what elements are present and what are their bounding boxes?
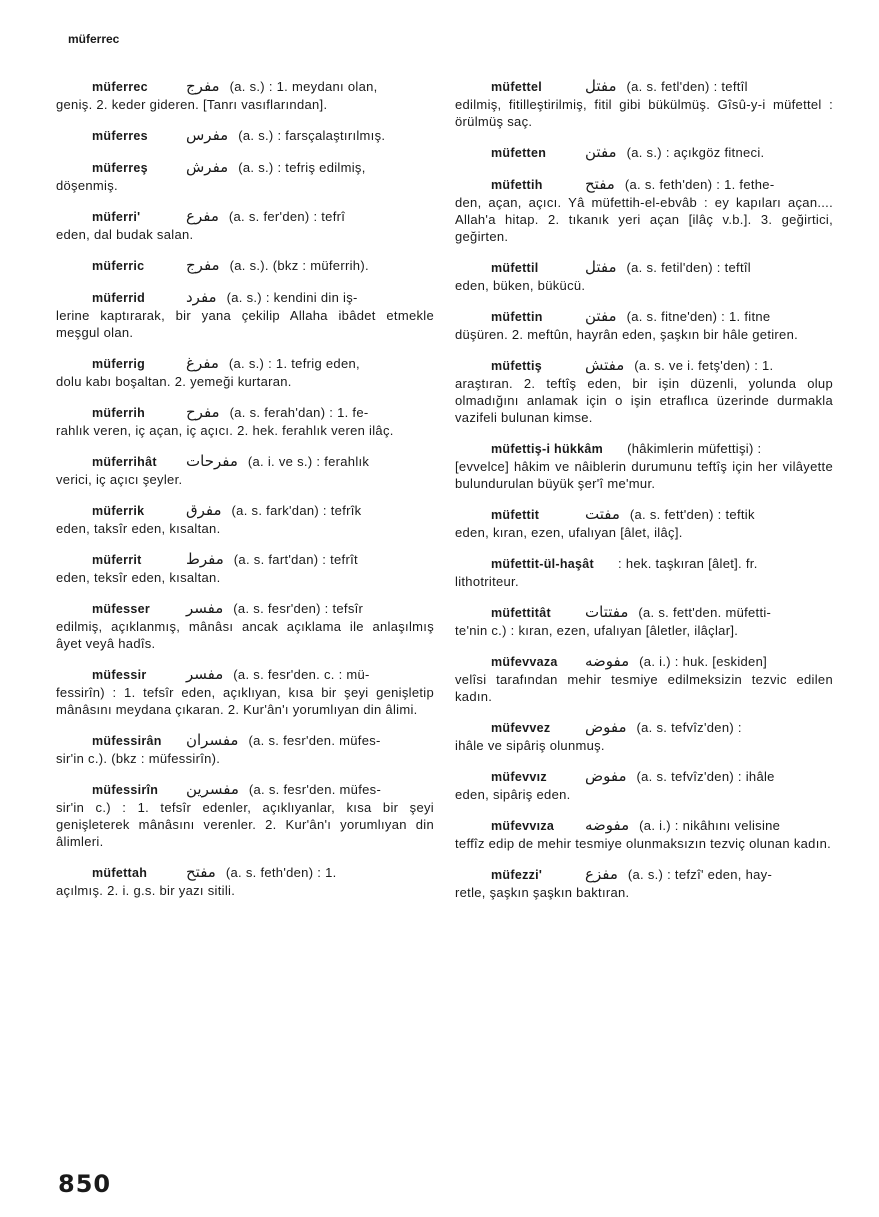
entry-arabic: مفرع [186, 207, 219, 225]
dictionary-entry [56, 289, 434, 341]
entry-headword: müferrec [92, 80, 148, 94]
entry-headword: müfessirân [92, 734, 162, 748]
entry-definition-start: (a. s. fesr'den. müfes- [248, 782, 382, 797]
entry-definition-start: : hek. taşkıran [âlet]. fr. [618, 556, 758, 571]
entry-arabic: مفرد [186, 288, 217, 306]
entry-definition-start: (a. s. fett'den. müfetti- [638, 605, 772, 620]
entry-definition-rest: edilmiş, fitilleştirilmiş, fitil gibi bükülmüş. Gîsû-y-i müfettel : örülmüş saç. [455, 97, 833, 129]
entry-definition-start: (a. s. fetl'den) : teftîl [626, 79, 748, 94]
entry-definition-rest: velîsi tarafından mehir tesmiye edilmeksizin tezvic edilen kadın. [455, 672, 833, 704]
entry-arabic: مفسرين [186, 780, 239, 798]
entry-definition-start: (a. s. fesr'den. c. : mü- [233, 667, 370, 682]
entry-definition-rest: eden, sipâriş eden. [455, 787, 571, 802]
entry-definition-rest: retle, şaşkın şaşkın baktıran. [455, 885, 630, 900]
entry-headword: müferrihât [92, 455, 157, 469]
entry-arabic: مفسر [186, 599, 224, 617]
entry-definition-start: (a. s.) : açıkgöz fitneci. [626, 145, 765, 160]
entry-definition-start: (a. i.) : huk. [eskiden] [639, 654, 768, 669]
entry-arabic: مفرح [186, 403, 220, 421]
page-number: 850 [58, 1170, 112, 1198]
entry-arabic: مفسران [186, 731, 239, 749]
dictionary-entry [56, 404, 434, 439]
entry-arabic: مفرغ [186, 354, 219, 372]
entry-definition-rest: eden, büken, bükücü. [455, 278, 586, 293]
entry-arabic: مفرق [186, 501, 222, 519]
entry-definition-rest: te'nin c.) : kıran, ezen, ufalıyan [âletler, ilâçlar]. [455, 623, 739, 638]
dictionary-entry [455, 308, 833, 343]
entry-definition-rest: teffîz edip de mehir tesmiye olunmaksızın tezviç olunan kadın. [455, 836, 832, 851]
entry-definition-rest: sir'in c.) : 1. tefsîr edenler, açıklıyanlar, kısa bir şeyi genişleterek mânâsını verenler. 2. Kur'ân'ı yorumlıyan din âlimleri. [56, 800, 434, 849]
dictionary-entry [56, 864, 434, 899]
entry-arabic: مفوضه [585, 652, 630, 670]
entry-headword: müferres [92, 129, 148, 143]
entry-arabic: مفرس [186, 126, 229, 144]
dictionary-entry [455, 506, 833, 541]
dictionary-entry [455, 440, 833, 492]
dictionary-entry [455, 768, 833, 803]
dictionary-entry [56, 208, 434, 243]
entry-headword: müferrid [92, 291, 146, 305]
entry-definition-start: (a. s.) : tefzî' eden, hay- [627, 867, 773, 882]
entry-definition-rest: rahlık veren, iç açan, iç açıcı. 2. hek. ferahlık veren ilâç. [56, 423, 394, 438]
entry-headword: müferrih [92, 406, 146, 420]
dictionary-entry [455, 78, 833, 130]
entry-headword: müferrik [92, 504, 145, 518]
entry-definition-start: (a. s.). (bkz : müferrih). [229, 258, 369, 273]
entry-arabic: مفتت [585, 505, 620, 523]
entry-definition-rest: düşüren. 2. meftûn, hayrân eden, şaşkın bir hâle getiren. [455, 327, 799, 342]
entry-arabic: مفتل [585, 258, 617, 276]
dictionary-entry [56, 551, 434, 586]
entry-definition-rest: araştıran. 2. teftîş eden, bir işin düzenli, yolunda olup olmadığını anlamak için o işin etraflıca üzerinde durmakla vazifeli bulunan kimse. [455, 376, 833, 425]
entry-definition-rest: lerine kaptırarak, bir yana çekilip Allaha ibâdet etmekle meşgul olan. [56, 308, 434, 340]
entry-headword: müferri' [92, 210, 141, 224]
entry-definition-start: (a. s.) : farsçalaştırılmış. [238, 128, 386, 143]
entry-definition-start: (a. s. tefvîz'den) : [636, 720, 742, 735]
entry-arabic: مفزع [585, 865, 618, 883]
entry-arabic: مفسر [186, 665, 224, 683]
entry-arabic: مفرش [186, 158, 229, 176]
entry-arabic: مفتح [585, 175, 615, 193]
dictionary-entry [56, 453, 434, 488]
entry-definition-start: (a. i. ve s.) : ferahlık [247, 454, 370, 469]
entry-arabic: مفوض [585, 718, 627, 736]
entry-arabic: مفتش [585, 356, 625, 374]
entry-arabic: مفتن [585, 143, 617, 161]
entry-definition-rest: verici, iç açıcı şeyler. [56, 472, 183, 487]
dictionary-entry [56, 159, 434, 194]
entry-definition-start: (hâkimlerin müfettişi) : [627, 441, 762, 456]
dictionary-entry [56, 732, 434, 767]
dictionary-entry [455, 817, 833, 852]
dictionary-entry [56, 781, 434, 850]
dictionary-entry [56, 355, 434, 390]
entry-headword: müfettil [491, 261, 539, 275]
entry-definition-start: (a. s. ferah'dan) : 1. fe- [229, 405, 369, 420]
entry-definition-rest: dolu kabı boşaltan. 2. yemeği kurtaran. [56, 374, 292, 389]
entry-definition-start: (a. s. fitne'den) : 1. fitne [626, 309, 771, 324]
entry-headword: müfessir [92, 668, 147, 682]
dictionary-entry [455, 604, 833, 639]
entry-definition-rest: eden, dal budak salan. [56, 227, 194, 242]
entry-definition-start: (a. s. fer'den) : tefrî [228, 209, 346, 224]
entry-definition-rest: edilmiş, açıklanmış, mânâsı ancak açıklama ile anlaşılmış âyet veyâ hadîs. [56, 619, 434, 651]
entry-definition-start: (a. s. fark'dan) : tefrîk [231, 503, 362, 518]
dictionary-entry [455, 176, 833, 245]
entry-headword: müfezzi' [491, 868, 543, 882]
running-head: müferrec [68, 32, 120, 46]
entry-headword: müfessirîn [92, 783, 159, 797]
dictionary-entry [56, 78, 434, 113]
entry-definition-start: (a. s. ve i. fetş'den) : 1. [634, 358, 774, 373]
dictionary-entry [56, 257, 434, 275]
entry-definition-start: (a. s.) : 1. tefrig eden, [228, 356, 360, 371]
dictionary-entry [455, 866, 833, 901]
dictionary-entry [56, 666, 434, 718]
entry-arabic: مفرط [186, 550, 224, 568]
entry-definition-start: (a. s. feth'den) : 1. [225, 865, 337, 880]
right-column [455, 78, 833, 915]
entry-definition-rest: açılmış. 2. i. g.s. bir yazı sitili. [56, 883, 236, 898]
dictionary-entry [56, 127, 434, 145]
left-column [56, 78, 434, 913]
entry-arabic: مفرج [186, 256, 220, 274]
entry-arabic: مفتتات [585, 603, 629, 621]
entry-headword: müfevvıza [491, 819, 555, 833]
dictionary-entry [455, 653, 833, 705]
entry-headword: müfettin [491, 310, 543, 324]
entry-headword: müfettih [491, 178, 543, 192]
entry-definition-rest: geniş. 2. keder gideren. [Tanrı vasıflarından]. [56, 97, 328, 112]
entry-definition-rest: eden, taksîr eden, kısaltan. [56, 521, 221, 536]
entry-headword: müferrit [92, 553, 142, 567]
entry-headword: müferric [92, 259, 145, 273]
entry-headword: müfettit-ül-haşât [491, 557, 595, 571]
entry-definition-rest: sir'in c.). (bkz : müfessirîn). [56, 751, 221, 766]
dictionary-entry [455, 259, 833, 294]
entry-arabic: مفتن [585, 307, 617, 325]
dictionary-entry [455, 555, 833, 590]
entry-definition-rest: eden, kıran, ezen, ufalıyan [âlet, ilâç]. [455, 525, 683, 540]
entry-definition-rest: lithotriteur. [455, 574, 519, 589]
entry-headword: müfettit [491, 508, 540, 522]
entry-definition-start: (a. s. fesr'den. müfes- [248, 733, 381, 748]
entry-definition-start: (a. s.) : kendini din iş- [226, 290, 358, 305]
entry-headword: müferrig [92, 357, 146, 371]
entry-headword: müfettiş-i hükkâm [491, 442, 604, 456]
entry-arabic: مفوض [585, 767, 627, 785]
dictionary-entry [455, 357, 833, 426]
entry-arabic: مفتح [186, 863, 216, 881]
entry-arabic: مفتل [585, 77, 617, 95]
entry-definition-start: (a. s. fett'den) : teftik [629, 507, 755, 522]
entry-headword: müfettel [491, 80, 543, 94]
entry-arabic: مفرج [186, 77, 220, 95]
entry-headword: müfettah [92, 866, 148, 880]
entry-definition-start: (a. s. fart'dan) : tefrît [233, 552, 358, 567]
dictionary-entry [56, 502, 434, 537]
entry-definition-rest: ihâle ve sipâriş olunmuş. [455, 738, 605, 753]
entry-definition-start: (a. s.) : tefriş edilmiş, [238, 160, 366, 175]
dictionary-entry [455, 144, 833, 162]
entry-headword: müfevvaza [491, 655, 558, 669]
entry-definition-rest: den, açan, açıcı. Yâ müfettih-el-ebvâb : ey kapıları açan.... Allah'a hitap. 2. tıkanık yeri açan [ilâç v.b.]. 3. geğirtici, geğirten. [455, 195, 833, 244]
entry-definition-start: (a. i.) : nikâhını velisine [639, 818, 781, 833]
entry-headword: müfetten [491, 146, 547, 160]
entry-headword: müfevvız [491, 770, 547, 784]
entry-definition-rest: eden, teksîr eden, kısaltan. [56, 570, 221, 585]
entry-arabic: مفرحات [186, 452, 238, 470]
entry-definition-start: (a. s.) : 1. meydanı olan, [229, 79, 378, 94]
entry-definition-start: (a. s. tefvîz'den) : ihâle [636, 769, 775, 784]
entry-definition-start: (a. s. feth'den) : 1. fethe- [624, 177, 775, 192]
entry-headword: müfesser [92, 602, 150, 616]
entry-headword: müfettitât [491, 606, 551, 620]
entry-definition-start: (a. s. fesr'den) : tefsîr [233, 601, 364, 616]
entry-definition-rest: döşenmiş. [56, 178, 118, 193]
entry-headword: müferreş [92, 161, 148, 175]
entry-definition-start: (a. s. fetil'den) : teftîl [626, 260, 751, 275]
entry-headword: müfevvez [491, 721, 551, 735]
entry-definition-rest: [evvelce] hâkim ve nâiblerin durumunu teftîş için her vilâyette bulundurulan büyük şer'î me'mur. [455, 459, 833, 491]
entry-arabic: مفوضه [585, 816, 630, 834]
dictionary-entry [56, 600, 434, 652]
dictionary-entry [455, 719, 833, 754]
entry-headword: müfettiş [491, 359, 543, 373]
entry-definition-rest: fessirîn) : 1. tefsîr eden, açıklıyan, kısa bir şeyi genişletip mânâsını meydana çıkaran. 2. Kur'ân'ı yorumlıyan din âlimi. [56, 685, 434, 717]
